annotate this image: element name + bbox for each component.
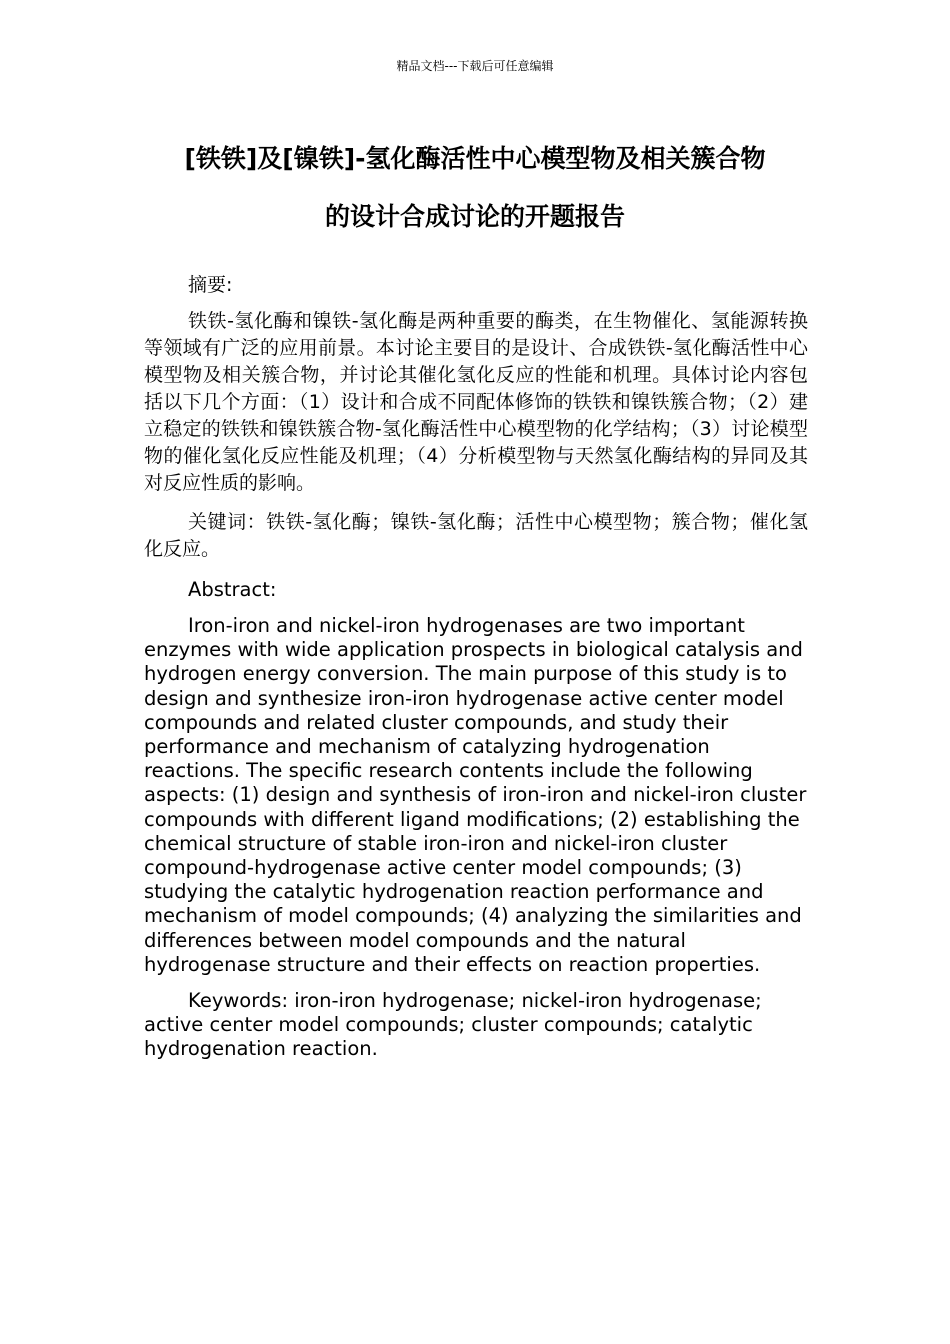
- title-line-2: 的设计合成讨论的开题报告: [324, 202, 625, 231]
- page-title: [120, 130, 830, 246]
- abstract-en-label: Abstract:: [188, 578, 277, 601]
- keywords-en: Keywords: iron-iron hydrogenase; nickel-iron hydrogenase; active center model compounds; cluster compounds; catalytic hydrogenation reaction.: [144, 989, 762, 1061]
- keywords-cn: 关键词：铁铁-氢化酶；镍铁-氢化酶；活性中心模型物；簇合物；催化氢化反应。: [144, 511, 808, 560]
- abstract-cn-body: 铁铁-氢化酶和镍铁-氢化酶是两种重要的酶类，在生物催化、氢能源转换等领域有广泛的应用前景。本讨论主要目的是设计、合成铁铁-氢化酶活性中心模型物及相关簇合物，并讨论其催化氢化反应的性能和机理。具体讨论内容包括以下几个方面：（1）设计和合成不同配体修饰的铁铁和镍铁簇合物；（2）建立稳定的铁铁和镍铁簇合物-氢化酶活性中心模型物的化学结构；（3）讨论模型物的催化氢化反应性能及机理；（4）分析模型物与天然氢化酶结构的异同及其对反应性质的影响。: [144, 310, 808, 494]
- title-line-1: [铁铁]及[镍铁]-氢化酶活性中心模型物及相关簇合物: [184, 144, 766, 173]
- header-note: 精品文档---下载后可任意编辑: [396, 59, 554, 73]
- abstract-cn-label: 摘要:: [188, 274, 233, 296]
- document-body: [144, 270, 808, 1062]
- abstract-en-body: Iron-iron and nickel-iron hydrogenases are two important enzymes with wide application prospects in biological catalysis and hydrogen energy conversion. The main purpose of this study is to design and synthesize iron-iron hydrogenase active center model compounds and related cluster compounds, and study their performance and mechanism of catalyzing hydrogenation reactions. The specific research contents include the following aspects: (1) design and synthesis of iron-iron and nickel-iron cluster compounds with different ligand modifications; (2) establishing the chemical structure of stable iron-iron and nickel-iron cluster compound-hydrogenase active center model compounds; (3) studying the catalytic hydrogenation reaction performance and mechanism of model compounds; (4) analyzing the similarities and differences between model compounds and the natural hydrogenase structure and their effects on reaction properties.: [144, 614, 807, 976]
